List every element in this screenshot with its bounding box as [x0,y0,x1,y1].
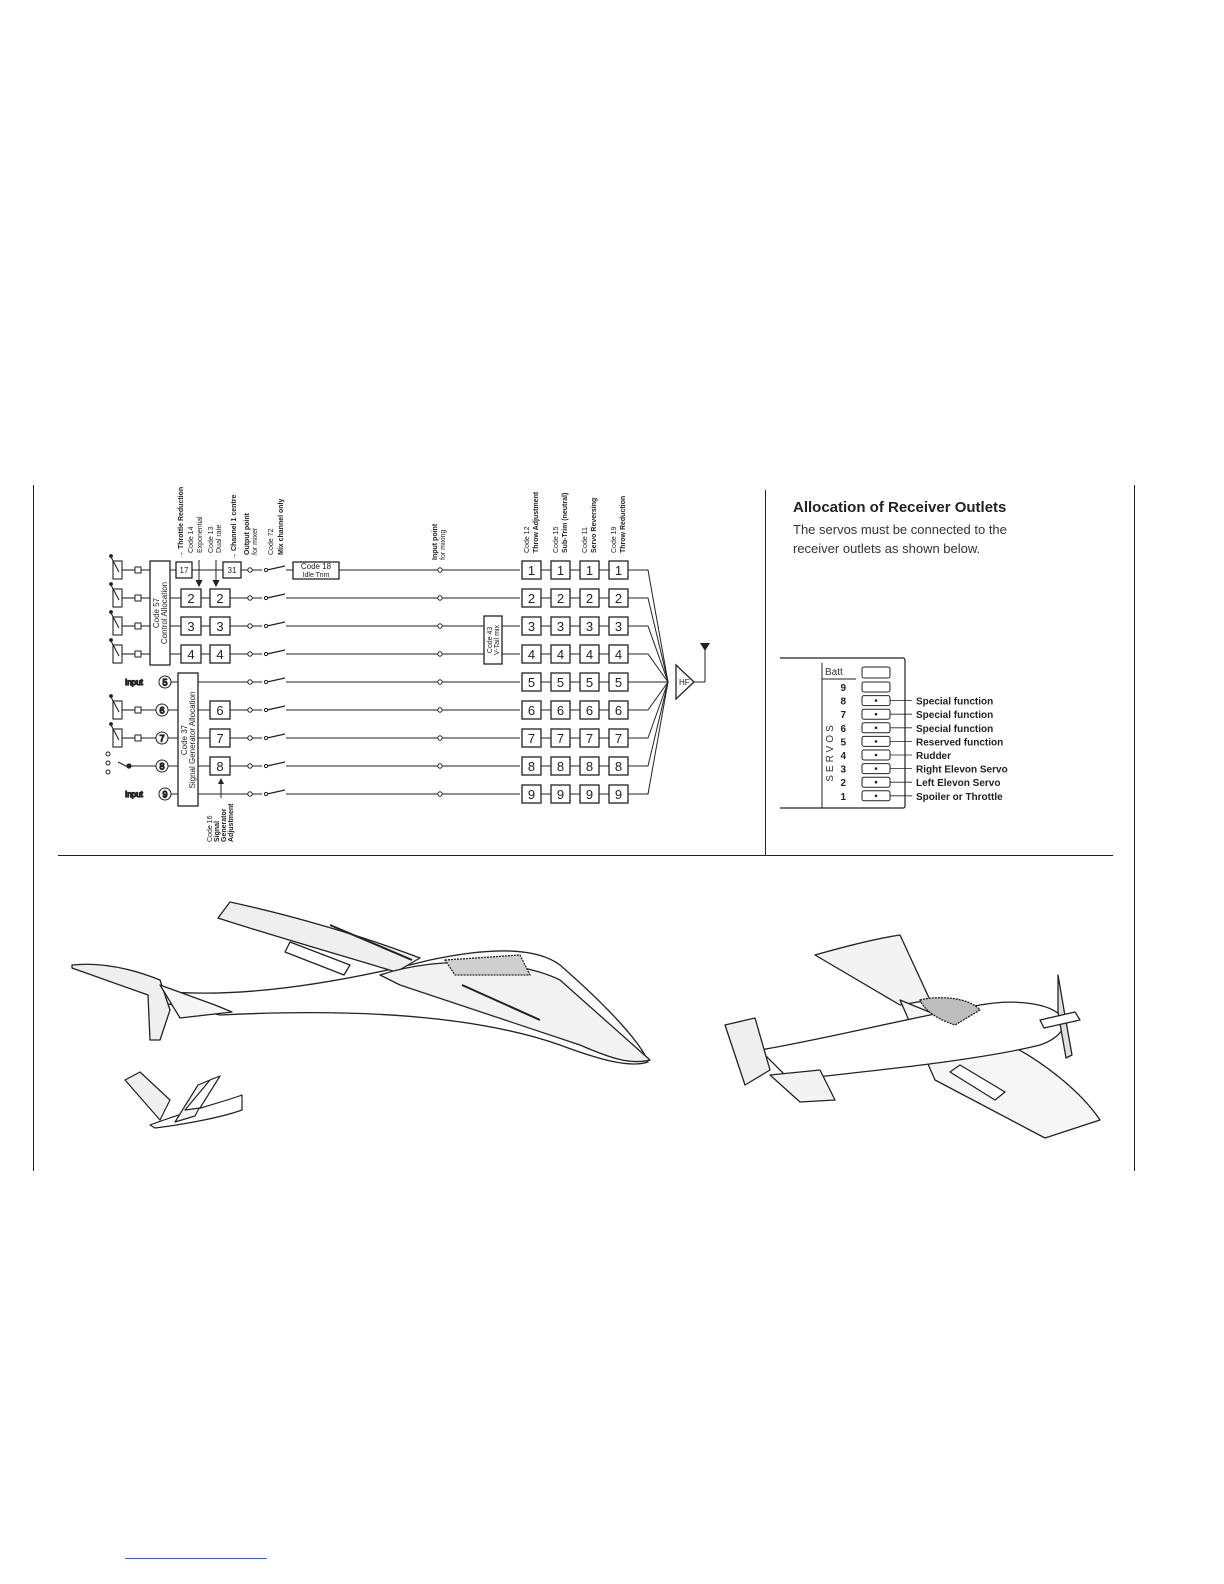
output-box-label-ch3-4: 3 [614,619,623,634]
output-box-label-ch6-3: 6 [585,703,594,718]
input-label-5: Input [125,678,143,687]
servo-function-8: Special function [916,696,994,708]
slot-number-3: 3 [840,764,846,776]
sub-trim-label: Sub-Trim (neutral) [562,492,569,553]
output-box-label-ch9-4: 9 [614,787,623,802]
code16-label: Code 16 [207,815,214,842]
code12-label: Code 12 [524,526,531,553]
output-box-label-ch5-4: 5 [614,675,623,690]
code15-label: Code 15 [553,526,560,553]
servo-function-6: Special function [916,723,994,735]
adjustment-label: Adjustment [228,803,235,842]
output-point-dot [248,624,252,628]
code57-label: Code 57 [152,597,161,629]
throw-reduction-label: Throw Reduction [620,495,627,553]
code16-annotation [207,778,235,842]
input-point-dot [438,652,442,656]
slot-number-6: 6 [840,723,846,735]
code43-block [484,616,502,664]
output-box-label-ch3-3: 3 [585,619,594,634]
input-circle-6 [150,704,178,716]
code43-label: Code 43 [487,626,494,654]
output-box-label-ch1-3: 1 [585,563,594,578]
allocation-description: The servos must be connected to the receiver outlets as shown below. [793,522,1007,556]
code37-block [178,673,198,806]
output-box-label-ch1-1: 1 [527,563,536,578]
input-circle-label-6: 6 [159,705,165,716]
servo-function-3: Right Elevon Servo [916,764,1008,776]
receiver-slot-7 [840,709,993,721]
throttle-reduction-label: → Throttle Reduction [178,486,185,558]
output-box-label-ch4-2: 4 [556,647,565,662]
input-point-dot [438,596,442,600]
receiver-slot-8 [840,696,993,708]
input-point-dot [438,568,442,572]
input-circle-label-8: 8 [159,761,165,772]
signal-gen-box-label-ch7: 7 [216,731,224,746]
generator-label: Generator [221,808,228,842]
servo-function-7: Special function [916,710,994,722]
control-allocation-label: Control Allocation [160,581,169,645]
signal-label: Signal [214,820,221,842]
signal-gen-box-label-ch8: 8 [216,759,224,774]
vtail-mix-label: V-Tail mix [494,625,501,655]
output-box-label-ch1-4: 1 [614,563,623,578]
sport-aircraft-illustration [725,935,1100,1138]
input-point-dot [438,708,442,712]
channel-rows [170,561,668,803]
output-box-label-ch2-1: 2 [527,591,536,606]
servo-function-4: Rudder [916,751,951,762]
slot-number-5: 5 [840,737,846,749]
output-box-label-ch4-4: 4 [614,647,623,662]
code57-block [150,561,170,665]
input-point-dot [438,624,442,628]
output-point-dot [248,596,252,600]
slot-number-4: 4 [840,751,846,762]
output-box-label-ch2-3: 2 [585,591,594,606]
output-point-dot [248,792,252,796]
signal-generator-allocation-label: Signal Generator Allocation [188,691,197,789]
output-box-label-ch5-1: 5 [527,675,536,690]
servo-reversing-label: Servo Reversing [591,497,598,553]
output-box-label-ch8-4: 8 [614,759,623,774]
input-point-dot [438,680,442,684]
receiver-slots [840,682,1007,803]
control-stick-icon-3 [110,611,150,635]
code13-box-label-ch3: 3 [216,619,224,634]
header-labels [178,487,627,560]
receiver-slot-2 [840,777,1000,789]
input-point-dot [438,764,442,768]
code72-label: Code 72 [268,528,275,555]
output-box-label-ch3-2: 3 [556,619,565,634]
output-box-label-ch5-2: 5 [556,675,565,690]
output-box-label-ch8-3: 8 [585,759,594,774]
control-stick-icon-6 [110,695,150,719]
output-point-dot [248,568,252,572]
slot-number-7: 7 [840,710,846,722]
code13-box-label-ch2: 2 [216,591,224,606]
output-point-dot [248,680,252,684]
receiver-diagram [780,658,1008,808]
header-arrows [196,560,219,586]
slot-number-1: 1 [840,791,846,803]
code18-label: Code 18 [300,562,332,571]
code19-label: Code 19 [611,526,618,553]
channel-row-5 [198,673,668,691]
output-box-label-ch6-2: 6 [556,703,565,718]
input-point-dot [438,736,442,740]
footer-link-underline[interactable] [125,1558,267,1559]
input-circle-label-5: 5 [162,677,168,688]
antenna-icon [700,643,710,651]
allocation-title: Allocation of Receiver Outlets [793,499,1007,516]
code14-label: Code 14 [188,526,195,553]
input-circle-9 [125,788,178,800]
for-mixer-label: for mixer [252,527,259,555]
three-position-switch-icon [106,752,150,774]
dual-rate-label: Dual rate [216,524,223,553]
code11-label: Code 11 [582,527,589,553]
output-box-label-ch1-2: 1 [556,563,565,578]
output-box-label-ch6-4: 6 [614,703,623,718]
input-circle-label-7: 7 [159,733,165,744]
code14-box-label-ch4: 4 [187,647,195,662]
control-stick-icon-1 [110,555,150,579]
input-circle-5 [125,676,178,688]
output-point-dot [248,764,252,768]
code13-label: Code 13 [208,526,215,553]
control-stick-icon-4 [110,639,150,663]
receiver-slot-6 [840,723,993,735]
input-point-label: Input point [432,523,439,560]
output-box-label-ch8-1: 8 [527,759,536,774]
receiver-slot-5 [840,736,1003,748]
input-label-9: Input [125,790,143,799]
output-point-dot [248,708,252,712]
channel1-centre-label: → Channel 1 centre [231,494,238,560]
output-point-dot [248,736,252,740]
slot-number-8: 8 [840,696,846,708]
servo-function-1: Spoiler or Throttle [916,791,1003,803]
servo-function-5: Reserved function [916,737,1004,749]
servo-function-2: Left Elevon Servo [916,778,1001,790]
exponential-label: Exponential [197,516,204,553]
batt-label: Batt [825,667,843,678]
output-box-label-ch7-1: 7 [527,731,536,746]
control-stick-icon-7 [110,723,150,747]
code14-box-label-ch3: 3 [187,619,195,634]
output-box-label-ch9-3: 9 [585,787,594,802]
box-31-label: 31 [227,566,237,575]
slot-number-2: 2 [840,778,846,790]
idle-trim-label: Idle Trim [302,572,330,579]
batt-slot [862,667,890,678]
v-tail-inset [125,1072,242,1128]
output-box-label-ch9-1: 9 [527,787,536,802]
output-box-label-ch7-2: 7 [556,731,565,746]
receiver-slot-3 [840,764,1007,776]
output-box-label-ch2-4: 2 [614,591,623,606]
receiver-slot-1 [840,791,1003,803]
output-box-label-ch4-3: 4 [585,647,594,662]
input-circle-8 [150,760,178,772]
output-point-dot [248,652,252,656]
input-point-dot [438,792,442,796]
mix-channel-only-label: Mix channel only [278,498,285,555]
glider-illustration [72,902,650,1064]
box-17-label: 17 [179,566,189,575]
input-circle-7 [150,732,178,744]
for-mixing-label: for mixing [440,529,447,560]
code14-box-label-ch2: 2 [187,591,195,606]
output-box-label-ch2-2: 2 [556,591,565,606]
output-point-label: Output point [244,513,251,555]
hf-label: HF [679,678,690,687]
output-box-label-ch7-3: 7 [585,731,594,746]
output-box-label-ch6-1: 6 [527,703,536,718]
code18-box [293,562,339,579]
servos-vertical-label: SERVOS [825,722,836,782]
output-box-label-ch9-2: 9 [556,787,565,802]
hf-transmitter [676,643,710,699]
code13-box-label-ch4: 4 [216,647,224,662]
slot-number-9: 9 [840,683,846,694]
input-circle-label-9: 9 [162,789,168,800]
output-box-label-ch8-2: 8 [556,759,565,774]
code37-label: Code 37 [180,724,189,756]
output-box-label-ch7-4: 7 [614,731,623,746]
signal-gen-box-label-ch6: 6 [216,703,224,718]
output-box-label-ch4-1: 4 [527,647,536,662]
control-stick-icon-2 [110,583,150,607]
output-box-label-ch3-1: 3 [527,619,536,634]
throw-adjustment-label: Throw Adjustment [533,491,540,553]
output-box-label-ch5-3: 5 [585,675,594,690]
